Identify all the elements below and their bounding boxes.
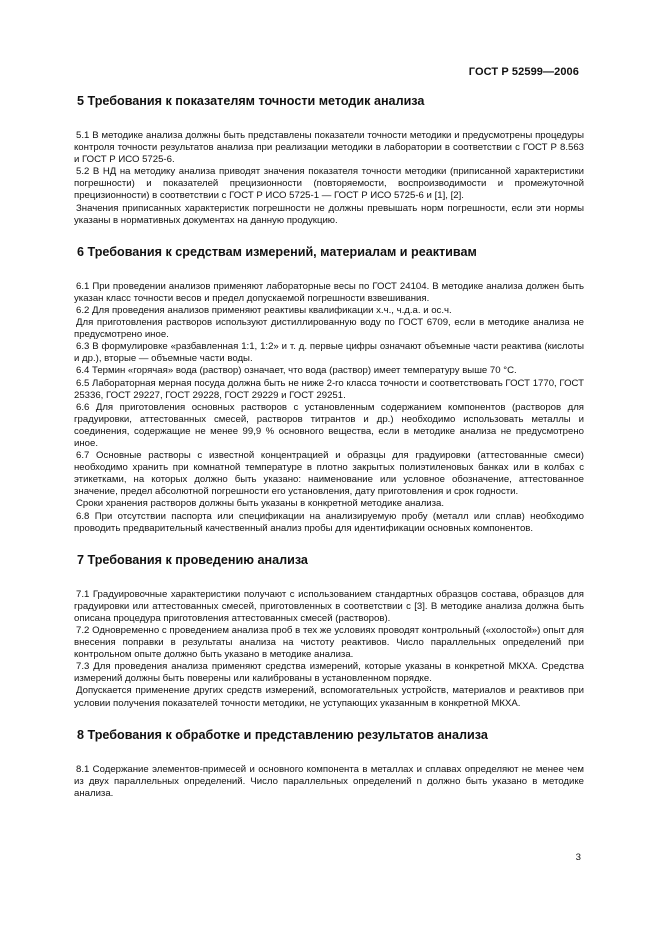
paragraph-7-3: 7.3 Для проведения анализа применяют средства измерений, которые указаны в конкретной МКХА. Средства измерений должны быть поверены или калиброваны в установленном порядке.: [74, 661, 584, 685]
document-code: ГОСТ Р 52599—2006: [468, 66, 579, 78]
paragraph-7-3-alternatives: Допускается применение других средств измерений, вспомогательных устройств, материалов и реактивов при условии получения показателей точности методики, не уступающих указанным в конкретной МКХА.: [74, 685, 584, 709]
paragraph-7-2: 7.2 Одновременно с проведением анализа проб в тех же условиях проводят контрольный («холостой») опыт для внесения поправки в результаты анализа на чистоту реактивов. Число параллельных определений при контрольном опыте должно быть указано в методике анализа.: [74, 625, 584, 661]
paragraph-6-2-water: Для приготовления растворов используют дистиллированную воду по ГОСТ 6709, если в методике анализа не предусмотрено иное.: [74, 317, 584, 341]
paragraph-7-1: 7.1 Градуировочные характеристики получают с использованием стандартных образцов состава, образцов для градуировки или аттестованных смесей, приготовленных в соответствии с [3]. В методике анализа должна быть описана процедура приготовления аттестованных смесей (растворов).: [74, 588, 584, 624]
paragraph-5-2: 5.2 В НД на методику анализа приводят значения показателя точности методики (приписанной характеристики погрешности) и показателей прецизионности (повторяемости, воспроизводимости и промежуточной прецизионности) в соответствии с ГОСТ Р ИСО 5725-1 — ГОСТ Р ИСО 5725-6 и [1], [2].: [74, 166, 584, 202]
section-8-title: 8 Требования к обработке и представлению результатов анализа: [77, 727, 488, 742]
section-5-title: 5 Требования к показателям точности методик анализа: [77, 94, 425, 108]
page-content: [74, 90, 584, 800]
paragraph-6-8: 6.8 При отсутствии паспорта или спецификации на анализируемую пробу (металл или сплав) необходимо проводить предварительный качественный анализ пробы для идентификации основных компонентов.: [74, 510, 584, 534]
paragraph-6-6: 6.6 Для приготовления основных растворов с установленным содержанием компонентов (растворов для градуировки, аттестованных смесей, растворов титрантов и др.) необходимо использовать металлы и соединения, содержащие не менее 99,9 % основного вещества, если в методике анализа не предусмотрено иное.: [74, 401, 584, 449]
paragraph-5-note: Значения приписанных характеристик погрешности не должны превышать норм погрешности, если эти нормы указаны в нормативных документах на данную продукцию.: [74, 202, 584, 226]
paragraph-6-5: 6.5 Лабораторная мерная посуда должна быть не ниже 2-го класса точности и соответствовать ГОСТ 1770, ГОСТ 25336, ГОСТ 29227, ГОСТ 29228, ГОСТ 29229 и ГОСТ 29251.: [74, 377, 584, 401]
paragraph-6-3: 6.3 В формулировке «разбавленная 1:1, 1:2» и т. д. первые цифры означают объемные части реактива (кислоты и др.), вторые — объемные части воды.: [74, 341, 584, 365]
paragraph-6-4: 6.4 Термин «горячая» вода (раствор) означает, что вода (раствор) имеет температуру выше 70 °С.: [76, 365, 517, 377]
paragraph-5-1: 5.1 В методике анализа должны быть представлены показатели точности методики и предусмотрены процедуры контроля точности результатов анализа при реализации методики в лаборатории в соответствии с ГОСТ Р 8.563 и ГОСТ Р ИСО 5725-6.: [74, 130, 584, 166]
paragraph-6-7-storage: Сроки хранения растворов должны быть указаны в конкретной методике анализа.: [76, 498, 445, 510]
section-6-title: 6 Требования к средствам измерений, материалам и реактивам: [77, 244, 477, 259]
paragraph-6-7: 6.7 Основные растворы с известной концентрацией и образцы для градуировки (аттестованные смеси) необходимо хранить при комнатной температуре в плотно закрытых полиэтиленовых банках или в колбах с этикетками, на которых должно быть указано: наименование или условное обозначение, аттестованное значение, предел абсолютной погрешности его установления, дату приготовления и срок годности.: [74, 450, 584, 498]
paragraph-6-2: 6.2 Для проведения анализов применяют реактивы квалификации х.ч., ч.д.а. и ос.ч.: [76, 304, 452, 316]
section-7-title: 7 Требования к проведению анализа: [77, 552, 308, 567]
page-number: 3: [575, 852, 581, 863]
paragraph-8-1: 8.1 Содержание элементов-примесей и основного компонента в металлах и сплавах определяют не менее чем из двух параллельных определений. Число параллельных определений n должно быть указано в методике анализа.: [74, 763, 584, 799]
paragraph-6-1: 6.1 При проведении анализов применяют лабораторные весы по ГОСТ 24104. В методике анализа должен быть указан класс точности весов и предел допускаемой погрешности взвешивания.: [74, 280, 584, 304]
